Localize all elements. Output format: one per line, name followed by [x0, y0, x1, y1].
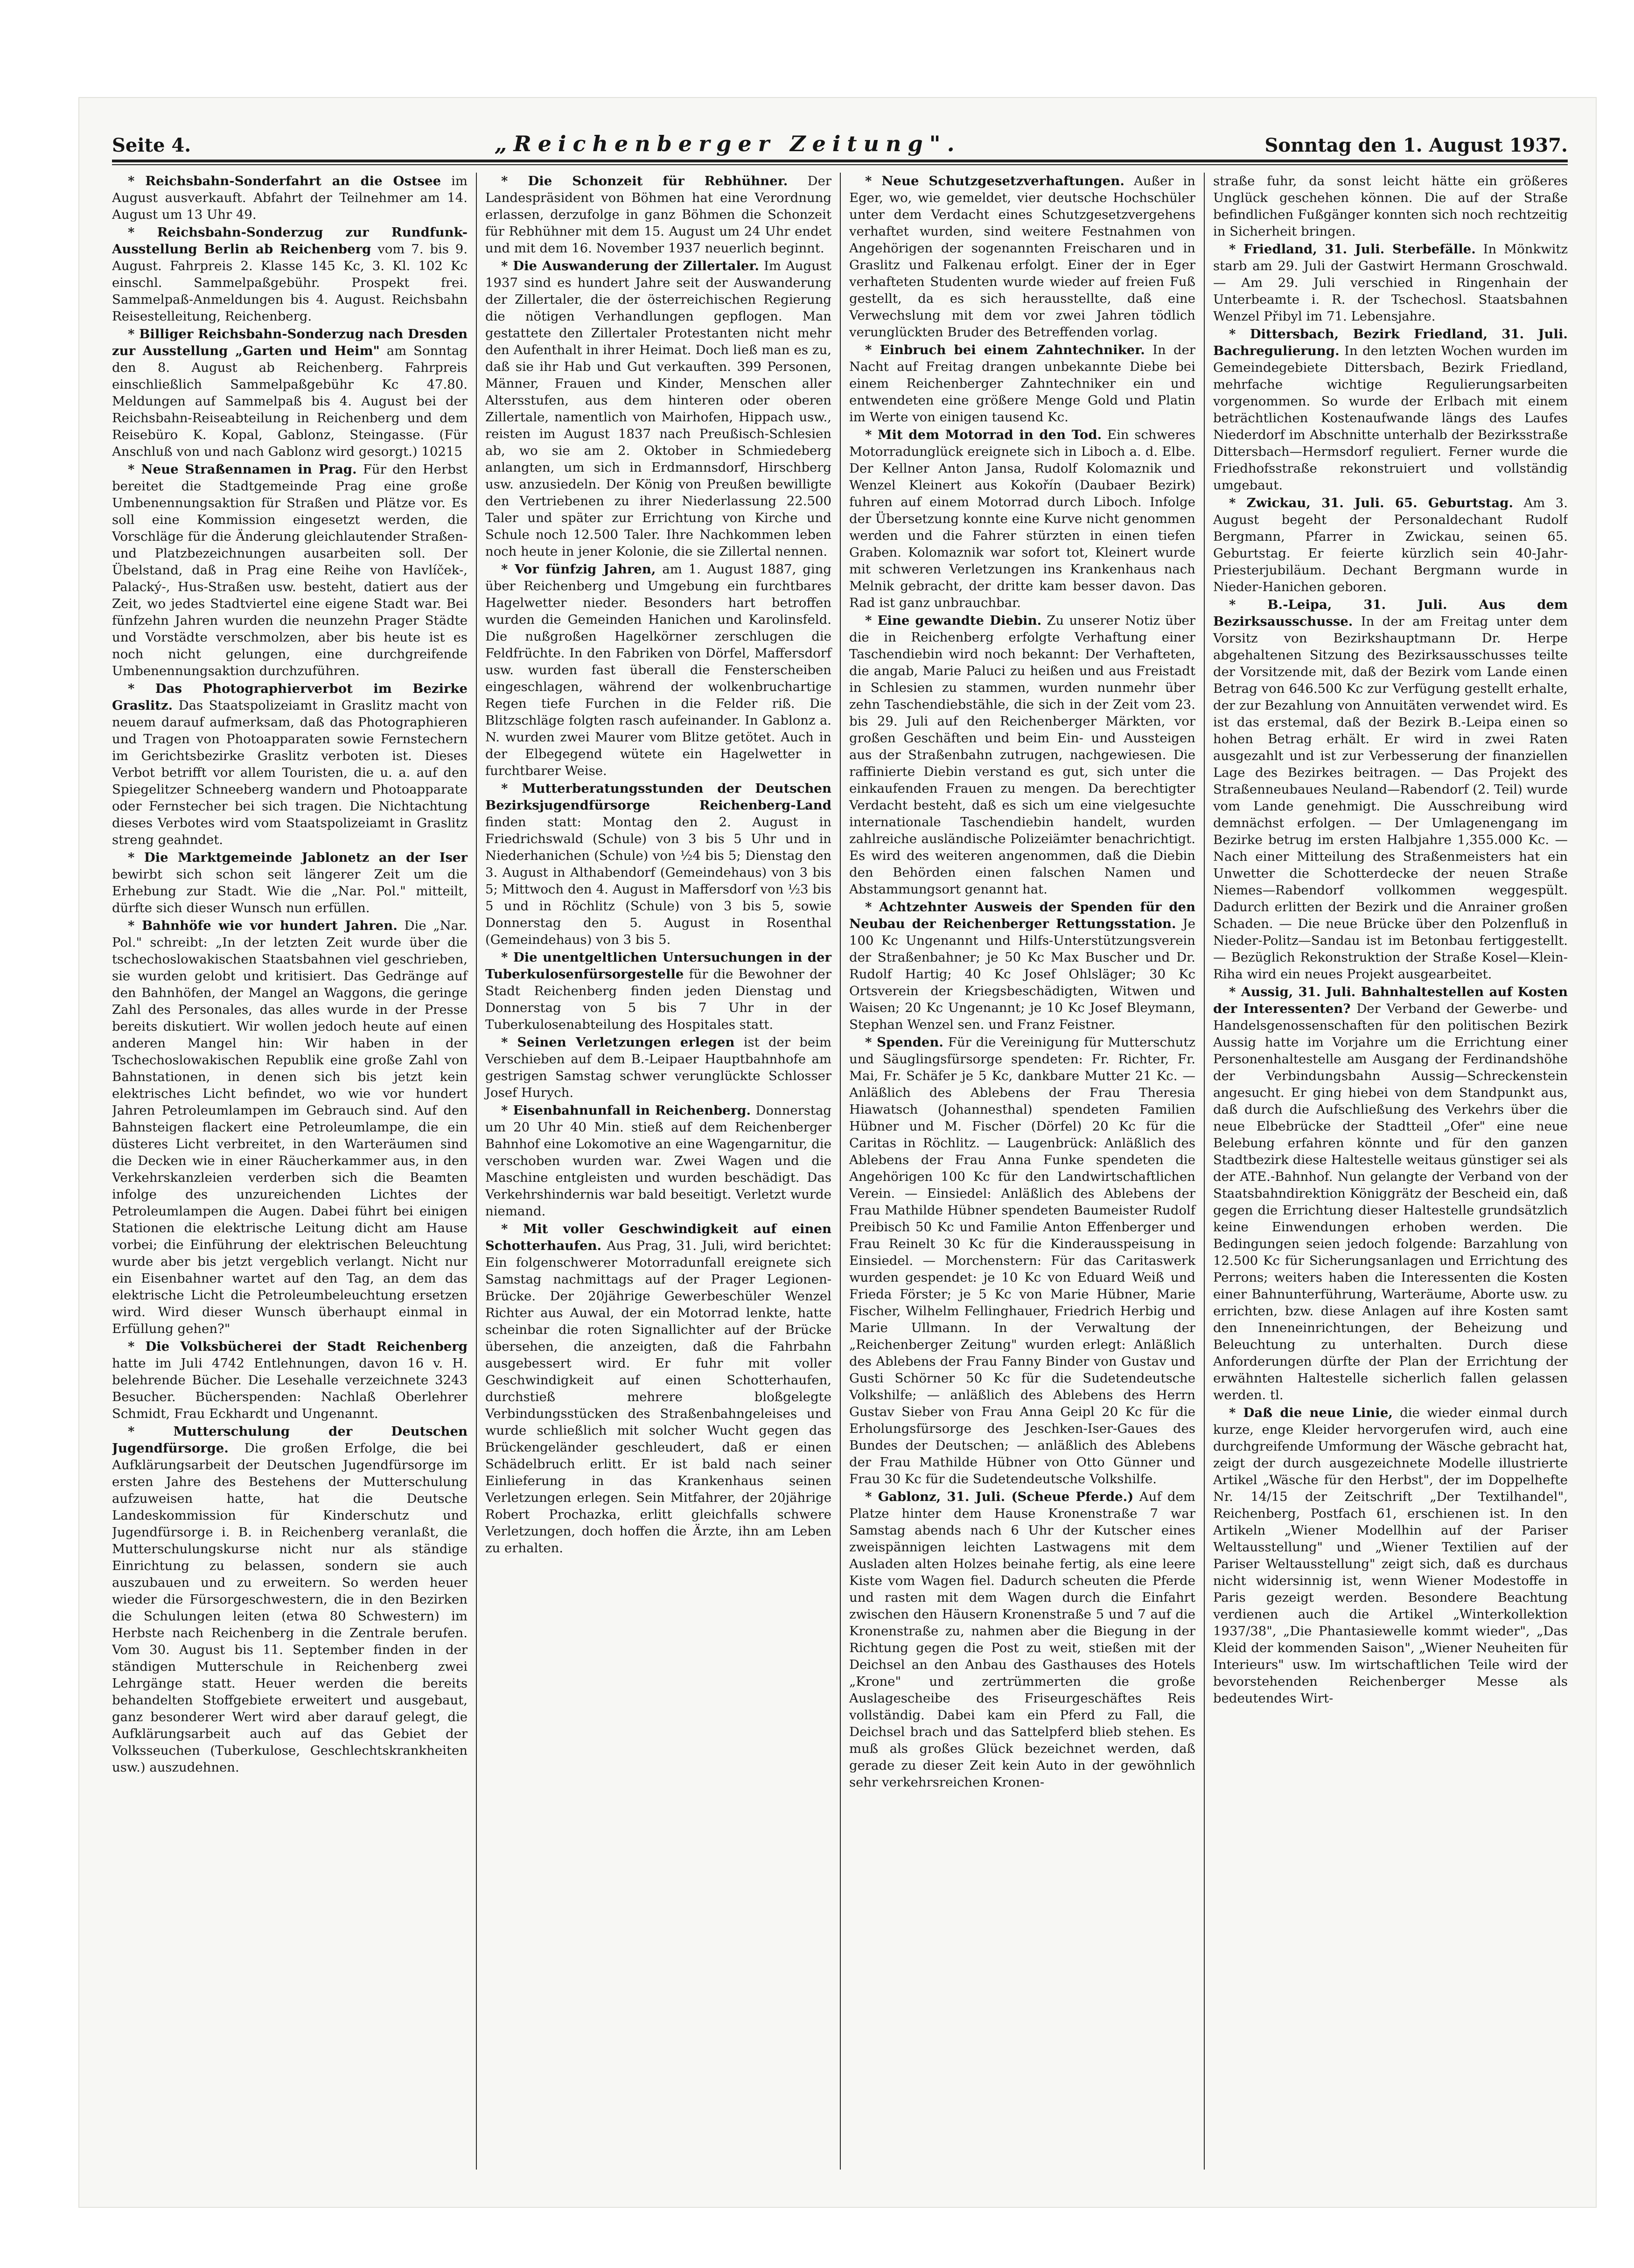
news-article — [112, 224, 468, 325]
article-headline: * Die Schonzeit für Rebhühner. — [501, 174, 788, 188]
header-rule-thin — [112, 164, 1568, 165]
news-article — [485, 1034, 831, 1101]
article-headline: * Einbruch bei einem Zahntechniker. — [865, 342, 1145, 357]
article-headline: * Billiger Reichsbahn-Sonderzug nach Dresden zur Ausstellung „Garten und Heim" — [112, 327, 468, 358]
article-headline: * Reichsbahn-Sonderzug zur Rundfunk-Ausstellung Berlin ab Reichenberg — [112, 225, 468, 257]
column-4 — [1204, 173, 1568, 2170]
article-headline: * Eisenbahnunfall in Reichenberg. — [501, 1103, 751, 1118]
column-1 — [112, 173, 476, 2170]
news-article — [1213, 984, 1568, 1403]
page-header — [112, 124, 1568, 156]
article-body: Für den Herbst bereitet die Stadtgemeinde Prag eine große Umbenennungsaktion für Straßen und Plätze vor. Es soll eine Kommission eingesetzt werden, die Vorschläge für die Änderung gleichlautender Straßen- und Platzbezeichnungen ausarbeiten soll. Der Übelstand, daß in Prag eine Reihe von Havlíček-, Palacký-, Hus-Straßen usw. besteht, datiert aus der Zeit, wo jedes Stadtviertel eine eigene Stadt war. Bei fünfzehn Jahren wurden die neunzehn Prager Städte und Vorstädte verschmolzen, aber bis heute ist es noch nicht gelungen, eine durchgreifende Umbenennungsaktion durchzuführen. — [112, 462, 468, 678]
news-article — [1213, 326, 1568, 494]
column-3 — [840, 173, 1204, 2170]
article-body: Zu unserer Notiz über die in Reichenberg erfolgte Verhaftung einer Taschendiebin wird noch bekannt: Der Verhafteten, die angab, Marie Paluci zu heißen und aus Freistadt in Schlesien zu stammen, wurden nunmehr über zehn Taschendiebstähle, die sich in der Zeit vom 23. bis 29. Juli auf den Reichenberger Märkten, vor großen Geschäften und beim Ein- und Aussteigen aus der Straßenbahn zutrugen, nachgewiesen. Die raffinierte Diebin verstand es gut, sich unter die einkaufenden Frauen zu mengen. Da berechtigter Verdacht besteht, daß es sich um eine vielgesuchte internationale Taschendiebin handelt, wurden zahlreiche ausländische Polizeiämter benachrichtigt. Es wird des weiteren angenommen, daß die Diebin den Behörden einen falschen Namen und Abstammungsort genannt hat. — [849, 613, 1196, 897]
news-article — [1213, 596, 1568, 983]
news-article — [485, 949, 831, 1033]
news-article — [112, 1338, 468, 1422]
news-article — [485, 561, 831, 779]
article-headline: * Die Volksbücherei der Stadt Reichenberg — [128, 1339, 468, 1354]
article-headline: * Seinen Verletzungen erlegen — [501, 1035, 734, 1050]
article-body: Die „Nar. Pol." schreibt: „In der letzten Zeit wurde über die tschechoslowakischen Staatsbahnen viel geschrieben, sie wurden gelobt und kritisiert. Das Gedränge auf den Bahnhöfen, der Mangel an Waggons, die geringe Zahl des Personales, das alles wurde in der Presse bereits diskutiert. Wir wollen jedoch heute auf einen anderen Mangel hin: Wir haben in der Tschechoslowakischen Republik eine große Zahl von Bahnstationen, in denen sich bis jetzt kein elektrisches Licht befindet, wo wie vor hundert Jahren Petroleumlampen im Gebrauch sind. Auf den Bahnsteigen flackert eine Petroleumlampe, die ein düsteres Licht verbreitet, in den Warteräumen sind die Decken wie in einer Räucherkammer aus, in den Verkehrskanzleien verderben sich die Beamten infolge des unzureichenden Lichtes der Petroleumlampen die Augen. Dabei führt bei einigen Stationen die elektrische Leitung dicht am Hause vorbei; die Einführung der elektrischen Beleuchtung wurde aber bis jetzt vergeblich verlangt. Nicht nur ein Eisenbahner wartet auf den Tag, an dem das elektrische Licht die Petroleumbeleuchtung ersetzen wird. Wird dieser Wunsch überhaupt einmal in Erfüllung gehen?" — [112, 918, 468, 1336]
news-article — [485, 1102, 831, 1220]
article-body: hatte im Juli 4742 Entlehnungen, davon 16 v. H. belehrende Bücher. Die Lesehalle verzeichnete 3243 Besucher. Bücherspenden: Nachlaß Oberlehrer Schmidt, Frau Eckhardt und Ungenannt. — [112, 1356, 468, 1421]
article-body: für die Bewohner der Stadt Reichenberg finden jeden Dienstag und Donnerstag von 5 bis 7 Uhr in der Tuberkulosenabteilung des Hospitales statt. — [485, 967, 831, 1032]
news-article — [485, 173, 831, 257]
article-headline: * Neue Straßennamen in Prag. — [128, 462, 357, 477]
news-article — [485, 1221, 831, 1556]
article-body: Aus Prag, 31. Juli, wird berichtet: Ein folgenschwerer Motorradunfall ereignete sich Samstag nachmittags auf der Prager Legionen-Brücke. Der 20jährige Gewerbeschüler Wenzel Richter aus Auwal, der ein Motorrad lenkte, hatte scheinbar die roten Signallichter auf der Brücke übersehen, die anzeigten, daß die Fahrbahn ausgebessert wird. Er fuhr mit voller Geschwindigkeit auf einen Schotterhaufen, durchstieß mehrere bloßgelegte Verbindungsstücken des Straßenbahngeleises und wurde schließlich mit solcher Wucht gegen das Brückengeländer geschleudert, daß er einen Schädelbruch erlitt. Er ist bald nach seiner Einlieferung in das Krankenhaus seinen Verletzungen erlegen. Sein Mitfahrer, der 20jährige Robert Prochazka, erlitt gleichfalls schwere Verletzungen, doch hoffen die Ärzte, ihn am Leben zu erhalten. — [485, 1238, 831, 1556]
article-body: straße fuhr, da sonst leicht hätte ein größeres Unglück geschehen können. Die auf der Straße befindlichen Fußgänger konnten sich noch rechtzeitig in Sicherheit bringen. — [1213, 174, 1568, 239]
text-columns — [112, 173, 1568, 2170]
article-headline: * Die Auswanderung der Zillertaler. — [501, 258, 759, 273]
article-headline: * Eine gewandte Diebin. — [865, 613, 1041, 628]
article-headline: * Mit dem Motorrad in den Tod. — [865, 427, 1102, 442]
article-body: Donnerstag um 20 Uhr 40 Min. stieß auf dem Reichenberger Bahnhof eine Lokomotive an eine Wagengarnitur, die verschoben wurden war. Zwei Wagen und die Maschine entgleisten und wurden beschädigt. Das Verkehrshindernis war bald beseitigt. Verletzt wurde niemand. — [485, 1103, 831, 1219]
news-article — [849, 173, 1195, 341]
article-headline: * Gablonz, 31. Juli. (Scheue Pferde.) — [865, 1489, 1133, 1504]
news-article — [112, 173, 468, 223]
news-article — [1213, 173, 1568, 240]
newspaper-page — [79, 98, 1596, 2207]
news-article — [112, 917, 468, 1337]
news-article — [1213, 495, 1568, 595]
article-headline: * Aussig, 31. Juli. Bahnhaltestellen auf Kosten der Interessenten? — [1213, 984, 1568, 1016]
news-article — [485, 780, 831, 948]
news-article — [849, 612, 1195, 898]
news-article — [112, 326, 468, 460]
article-headline: * Neue Schutzgesetzverhaftungen. — [865, 174, 1124, 188]
article-body: vom 7. bis 9. August. Fahrpreis 2. Klasse 145 Kc, 3. Kl. 102 Kc einschl. Sammelpaßgebühr. Prospekt frei. Sammelpaß-Anmeldungen bis 4. August. Reichsbahn Reisestelleitung, Reichenberg. — [112, 242, 468, 324]
news-article — [112, 1423, 468, 1776]
issue-date: Sonntag den 1. August 1937. — [1264, 134, 1568, 156]
article-headline: * Bahnhöfe wie vor hundert Jahren. — [128, 918, 398, 933]
article-body: Der Verband der Gewerbe- und Handelsgenossenschaften für den politischen Bezirk Aussig hatte im Vorjahre um die Errichtung einer Personenhaltestelle am Ausgang der Ferdinandshöhe der Verbindungsbahn Aussig—Schreckenstein angesucht. Er ging hiebei von dem Standpunkt aus, daß durch die Aufschließung des Verkehrs über die neue Elbebrücke der Stadtteil „Ofer" eine neue Belebung erfahren könnte und für den ganzen Stadtbezirk diese Haltestelle weitaus günstiger sei als der ATE.-Bahnhof. Nun gelangte der Verband von der Staatsbahndirektion Königgrätz der Bescheid ein, daß gegen die Errichtung dieser Haltestelle grundsätzlich keine Einwendungen erhoben werden. Die Bedingungen seien jedoch folgende: Barzahlung von 12.500 Kc für Sicherungsanlagen und Errichtung des Perrons; weiters haben die Interessenten die Kosten einer Bahnunterführung, Warteräume, Aborte usw. zu errichten, bzw. diese Anlagen auf ihre Kosten samt den Inneneinrichtungen, der Beheizung und Beleuchtung zu unterhalten. Durch diese Anforderungen dürfte der Plan der Errichtung der erwähnten Haltestelle sicherlich fallen gelassen werden. tl. — [1213, 1001, 1568, 1403]
news-article — [112, 461, 468, 679]
news-article — [849, 899, 1195, 1033]
article-body: Im August 1937 sind es hundert Jahre seit der Auswanderung der Zillertaler, die der österreichischen Regierung die nötigen Verhandlungen gepflogen. Man gestattete den Zillertaler Protestanten nicht mehr den Aufenthalt in ihrer Heimat. Doch ließ man es zu, daß sie ihr Hab und Gut verkauften. 399 Personen, Männer, Frauen und Kinder, Menschen aller Altersstufen, aus dem hinteren oder oberen Zillertale, namentlich von Mairhofen, Hippach usw., reisten im August 1837 nach Preußisch-Schlesien ab, wo sie am 2. Oktober in Schmiedeberg anlangten, um sich in Erdmannsdorf, Hirschberg usw. anzusiedeln. Der König von Preußen bewilligte den Vertriebenen zu ihrer Niederlassung 22.500 Taler und später zur Errichtung von Kirche und Schule noch 12.500 Taler. Ihre Nachkommen leben noch heute in jener Kolonie, die sie Zillertal nennen. — [485, 258, 831, 559]
page-number: Seite 4. — [112, 134, 191, 156]
article-headline: * B.-Leipa, 31. Juli. Aus dem Bezirksausschusse. — [1213, 597, 1568, 629]
article-headline: * Reichsbahn-Sonderfahrt an die Ostsee — [128, 174, 441, 188]
article-body: In Mönkwitz starb am 29. Juli der Gastwirt Hermann Groschwald. — Am 29. Juli verschied in Ringenhain der Unterbeamte i. R. der Tschechosl. Staatsbahnen Wenzel Přibyl im 71. Lebensjahre. — [1213, 242, 1568, 324]
header-rule — [112, 160, 1568, 162]
article-body: In der am Freitag unter dem Vorsitz von Bezirkshauptmann Dr. Herpe abgehaltenen Sitzung des Bezirksausschusses teilte der Vorsitzende mit, daß der Bezirk vom Lande einen Betrag von 646.500 Kc zur Verfügung gestellt erhalte, der zur Bezahlung von Annuitäten verwendet wird. Es ist das erstemal, daß der Bezirk B.-Leipa einen so hohen Betrag erhält. Er wird in zwei Raten ausgezahlt und ist zur Verbesserung der finanziellen Lage des Bezirkes beitragen. — Das Projekt des Straßenneubaues Neuland—Rabendorf (2. Teil) wurde vom Lande genehmigt. Die Ausschreibung wird demnächst erfolgen. — Der Umlagenengang im Bezirke betrug im ersten Halbjahre 1,355.000 Kc. — Nach einer Mitteilung des Straßenmeisters hat ein Unwetter die Schotterdecke der neuen Straße Niemes—Rabendorf vollkommen weggespült. Dadurch erlitten der Bezirk und die Anrainer großen Schaden. — Die neue Brücke über den Polzenfluß in Nieder-Politz—Sandau ist im Betonbau fertiggestellt. — Bezüglich Rekonstruktion der Straße Kosel—Klein-Riha wird ein neues Projekt ausgearbeitet. — [1213, 614, 1568, 982]
news-article — [112, 849, 468, 916]
masthead: „Reichenberger Zeitung". — [495, 131, 961, 156]
article-headline: * Zwickau, 31. Juli. 65. Geburtstag. — [1229, 495, 1513, 510]
article-body: bewirbt sich schon seit längerer Zeit um die Erhebung zur Stadt. Wie die „Nar. Pol." mitteilt, dürfte sich dieser Wunsch nun erfüllen. — [112, 867, 468, 915]
article-headline: * Die Marktgemeinde Jablonetz an der Iser — [128, 850, 468, 865]
news-article — [849, 1034, 1195, 1487]
article-headline: * Die unentgeltlichen Untersuchungen in der Tuberkulosenfürsorgestelle — [485, 950, 831, 982]
article-headline: * Mutterschulung der Deutschen Jugendfürsorge. — [112, 1424, 468, 1456]
article-body: Je 100 Kc Ungenannt und Hilfs-Unterstützungsverein der Straßenbahner; je 50 Kc Max Buscher und Dr. Rudolf Hartig; 40 Kc Josef Ohlsläger; 30 Kc Ortsverein der Kriegsbeschädigten, Witwen und Waisen; 20 Kc Ungenannt; je 10 Kc Josef Bleymann, Stephan Wenzel sen. und Franz Feistner. — [849, 916, 1195, 1032]
article-headline: * Mit voller Geschwindigkeit auf einen Schotterhaufen. — [485, 1221, 831, 1253]
article-body: am 1. August 1887, ging über Reichenberg und Umgebung ein furchtbares Hagelwetter nieder. Besonders hart betroffen wurden die Gemeinden Hanichen und Karolinsfeld. Die nußgroßen Hagelkörner zerschlugen die Feldfrüchte. In den Fabriken von Dörfel, Maffersdorf usw. wurden fast überall die Fensterscheiben eingeschlagen, während der wolkenbruchartige Regen tiefe Furchen in die Felder riß. Die Blitzschläge folgten rasch aufeinander. In Gablonz a. N. wurden zwei Maurer vom Blitze getötet. Auch in der Elbegegend wütete ein Hagelwetter in furchtbarer Weise. — [485, 562, 831, 778]
article-body: finden statt: Montag den 2. August in Friedrichswald (Schule) von 3 bis 5 Uhr und in Niederhanichen (Schule) von ½4 bis 5; Dienstag den 3. August in Althabendorf (Gemeindehaus) von 3 bis 5; Mittwoch den 4. August in Maffersdorf von ½3 bis 5 und in Röchlitz (Schule) von 3 bis 5, sowie Donnerstag den 5. August in Rosenthal (Gemeindehaus) von 3 bis 5. — [485, 815, 831, 947]
article-body: im August ausverkauft. Abfahrt der Teilnehmer am 14. August um 13 Uhr 49. — [112, 174, 468, 222]
article-headline: * Spenden. — [865, 1035, 943, 1050]
news-article — [849, 1488, 1195, 1791]
article-body: Ein schweres Motorradunglück ereignete sich in Liboch a. d. Elbe. Der Kellner Anton Jansa, Rudolf Kolomaznik und Wenzel Kleinert aus Kokořín (Daubaer Bezirk) fuhren auf einem Motorrad durch Liboch. Infolge der Übersetzung konnte eine Kurve nicht genommen werden und die Fahrer stürzten in einen tiefen Graben. Kolomaznik war sofort tot, Kleinert wurde mit schweren Verletzungen ins Krankenhaus nach Melnik gebracht, der dritte kam besser davon. Das Rad ist ganz unbrauchbar. — [849, 427, 1195, 610]
article-body: Die großen Erfolge, die bei Aufklärungsarbeit der Deutschen Jugendfürsorge im ersten Jahre des Bestehens der Mutterschulung aufzuweisen hatte, hat die Deutsche Landeskommission für Kinderschutz und Jugendfürsorge i. B. in Reichenberg veranlaßt, die Mutterschulungskurse nicht nur als ständige Einrichtung zu belassen, sondern sie auch auszubauen und zu erweitern. So werden heuer wieder die Fürsorgeschwestern, die in den Bezirken die Schulungen leiten (etwa 80 Schwestern) im Herbste nach Reichenberg in die Zentrale berufen. Vom 30. August bis 11. September finden in der ständigen Mutterschule in Reichenberg zwei Lehrgänge statt. Heuer werden die bereits behandelten Stoffgebiete erweitert und ausgebaut, ganz besonderer Wert wird aber darauf gelegt, die Aufklärungsarbeit auch auf das Gebiet der Volksseuchen (Tuberkulose, Geschlechtskrankheiten usw.) auszudehnen. — [112, 1441, 468, 1775]
article-body: Am 3. August begeht der Personaldechant Rudolf Bergmann, Pfarrer in Zwickau, seinen 65. Geburtstag. Er feierte kürzlich sein 40-Jahr-Priesterjubiläum. Dechant Bergmann wurde in Nieder-Hanichen geboren. — [1213, 495, 1568, 594]
article-headline: * Vor fünfzig Jahren, — [501, 562, 656, 577]
article-body: Außer in Eger, wo, wie gemeldet, vier deutsche Hochschüler unter dem Verdacht eines Schutzgesetzvergehens verhaftet wurden, sind weitere Festnahmen von Angehörigen der sogenannten Freischaren und in Graslitz und Falkenau erfolgt. Einer der in Eger verhafteten Studenten wurde wieder auf freien Fuß gestellt, da es sich herausstellte, daß eine Verwechslung mit dem vor zwei Jahren tödlich verunglückten Bruder des Betreffenden vorlag. — [849, 174, 1195, 340]
news-article — [485, 258, 831, 560]
article-headline: * Daß die neue Linie, — [1229, 1405, 1393, 1420]
article-body: In den letzten Wochen wurden im Gemeindegebiete Dittersbach, Bezirk Friedland, mehrfache wichtige Regulierungsarbeiten vorgenommen. So wurde der Erlbach mit einem beträchtlichen Kostenaufwande längs des Laufes Niederdorf im Abschnitte unterhalb der Bezirksstraße Dittersbach—Hermsdorf reguliert. Ferner wurde die Friedhofsstraße rekonstruiert und vollständig umgebaut. — [1213, 343, 1568, 493]
article-headline: * Achtzehnter Ausweis der Spenden für den Neubau der Reichenberger Rettungsstation. — [849, 900, 1195, 931]
article-body: Das Staatspolizeiamt in Graslitz macht von neuem darauf aufmerksam, daß das Photographieren und Tragen von Photoapparaten sowie Fernstechern im Gerichtsbezirke Graslitz verboten ist. Dieses Verbot betrifft vor allem Touristen, die u. a. auf den Spiegelitzer Schneeberg wandern und Photoapparate oder Fernstecher bei sich tragen. Die Nichtachtung dieses Verbotes wird vom Staatspolizeiamt in Graslitz streng geahndet. — [112, 698, 468, 847]
column-2 — [476, 173, 840, 2170]
news-article — [112, 680, 468, 848]
article-headline: * Dittersbach, Bezirk Friedland, 31. Juli. Bachregulierung. — [1213, 327, 1568, 358]
article-headline: * Das Photographierverbot im Bezirke Graslitz. — [112, 681, 468, 713]
news-article — [849, 342, 1195, 426]
news-article — [849, 426, 1195, 611]
news-article — [1213, 241, 1568, 325]
article-body: die wieder einmal durch kurze, enge Kleider hervorgerufen wird, auch eine durchgreifende Umformung der Wäsche gebracht hat, zeigt der durch ausgezeichnete Modelle illustrierte Artikel „Wäsche für den Herbst", der im Doppelhefte Nr. 14/15 der Zeitschrift „Der Textilhandel", Reichenberg, Postfach 61, erschienen ist. In den Artikeln „Wiener Modellhin auf der Pariser Weltausstellung" und „Wiener Textilien auf der Pariser Weltausstellung" zeigt sich, daß es durchaus nicht widersinnig ist, wenn Wiener Modestoffe in Paris gezeigt werden. Besondere Beachtung verdienen auch die Artikel „Winterkollektion 1937/38", „Die Phantasiewelle kommt wieder", „Das Kleid der kommenden Saison", „Wiener Neuheiten für Interieurs" usw. Im wirtschaftlichen Teile wird der bevorstehenden Reichenberger Messe als bedeutendes Wirt- — [1213, 1405, 1568, 1706]
news-article — [1213, 1404, 1568, 1707]
article-body: am Sonntag den 8. August ab Reichenberg. Fahrpreis einschließlich Sammelpaßgebühr Kc 47.80. Meldungen auf Sammelpaß bis 4. August bei der Reichsbahn-Reiseabteilung in Reichenberg und dem Reisebüro K. Kopal, Gablonz, Steingasse. (Für Anschluß von und nach Gablonz wird gesorgt.) 10215 — [112, 343, 468, 459]
article-body: Auf dem Platze hinter dem Hause Kronenstraße 7 war Samstag abends nach 6 Uhr der Kutscher eines zweispännigen leichten Lastwagens mit dem Ausladen alten Holzes beinahe fertig, als eine leere Kiste vom Wagen fiel. Dadurch scheuten die Pferde und rasten mit dem Wagen durch die Einfahrt zwischen den Häusern Kronenstraße 5 und 7 auf die Kronenstraße zu, nahmen aber die Biegung in der Richtung gegen die Post zu weit, stießen mit der Deichsel an den Anbau des Gasthauses des Hotels „Krone" und zertrümmerten die große Auslagescheibe des Friseurgeschäftes Reis vollständig. Dabei kam ein Pferd zu Fall, die Deichsel brach und das Sattelpferd blieb stehen. Es muß als großes Glück bezeichnet werden, daß gerade zu dieser Zeit kein Auto in der gewöhnlich sehr verkehrsreichen Kronen- — [849, 1489, 1195, 1790]
article-body: Für die Vereinigung für Mutterschutz und Säuglingsfürsorge spendeten: Fr. Richter, Fr. Mai, Fr. Schäfer je 5 Kc, dankbare Mutter 21 Kc. — Anläßlich des Ablebens der Frau Theresia Hiawatsch (Johannesthal) spendeten Familien Hübner und M. Fischer (Dörfel) 20 Kc für die Caritas in Röchlitz. — Laugenbrück: Anläßlich des Ablebens der Frau Anna Funke spendeten die Angehörigen 100 Kc für den Landwirtschaftlichen Verein. — Einsiedel: Anläßlich des Ablebens der Frau Mathilde Hübner spendeten Baumeister Rudolf Preibisch 50 Kc und Familie Anton Effenberger und Frau Reinelt 30 Kc für die Kinderausspeisung in Einsiedel. — Morchenstern: Für das Caritaswerk wurden gespendet: je 10 Kc von Eduard Weiß und Frieda Förster; je 5 Kc von Marie Hübner, Marie Fischer, Wilhelm Fellinghauer, Friedrich Herbig und Marie Ullmann. In der Verwaltung der „Reichenberger Zeitung" wurden erlegt: Anläßlich des Ablebens der Frau Fanny Binder von Gustav und Gusti Schörner 50 Kc für die Sudetendeutsche Volkshilfe; — anläßlich des Ablebens des Herrn Gustav Sieber von Frau Anna Geipl 20 Kc für die Erholungsfürsorge des Jeschken-Iser-Gaues des Bundes der Deutschen; — anläßlich des Ablebens der Frau Mathilde Hübner von Otto Günner und Frau 30 Kc für die Sudetendeutsche Volkshilfe. — [849, 1035, 1195, 1486]
article-body: In der Nacht auf Freitag drangen unbekannte Diebe bei einem Reichenberger Zahntechniker ein und entwendeten eine größere Menge Gold und Platin im Werte von einigen tausend Kc. — [849, 342, 1195, 425]
article-headline: * Friedland, 31. Juli. Sterbefälle. — [1229, 242, 1476, 257]
article-body: ist der beim Verschieben auf dem B.-Leipaer Hauptbahnhofe am gestrigen Samstag schwer verunglückte Schlosser Josef Hurych. — [485, 1035, 831, 1100]
article-headline: * Mutterberatungsstunden der Deutschen Bezirksjugendfürsorge Reichenberg-Land — [485, 781, 831, 813]
article-body: Der Landespräsident von Böhmen hat eine Verordnung erlassen, derzufolge in ganz Böhmen die Schonzeit für Rebhühner mit dem 15. August um 24 Uhr endet und mit dem 16. November 1937 neuerlich beginnt. — [485, 174, 831, 256]
